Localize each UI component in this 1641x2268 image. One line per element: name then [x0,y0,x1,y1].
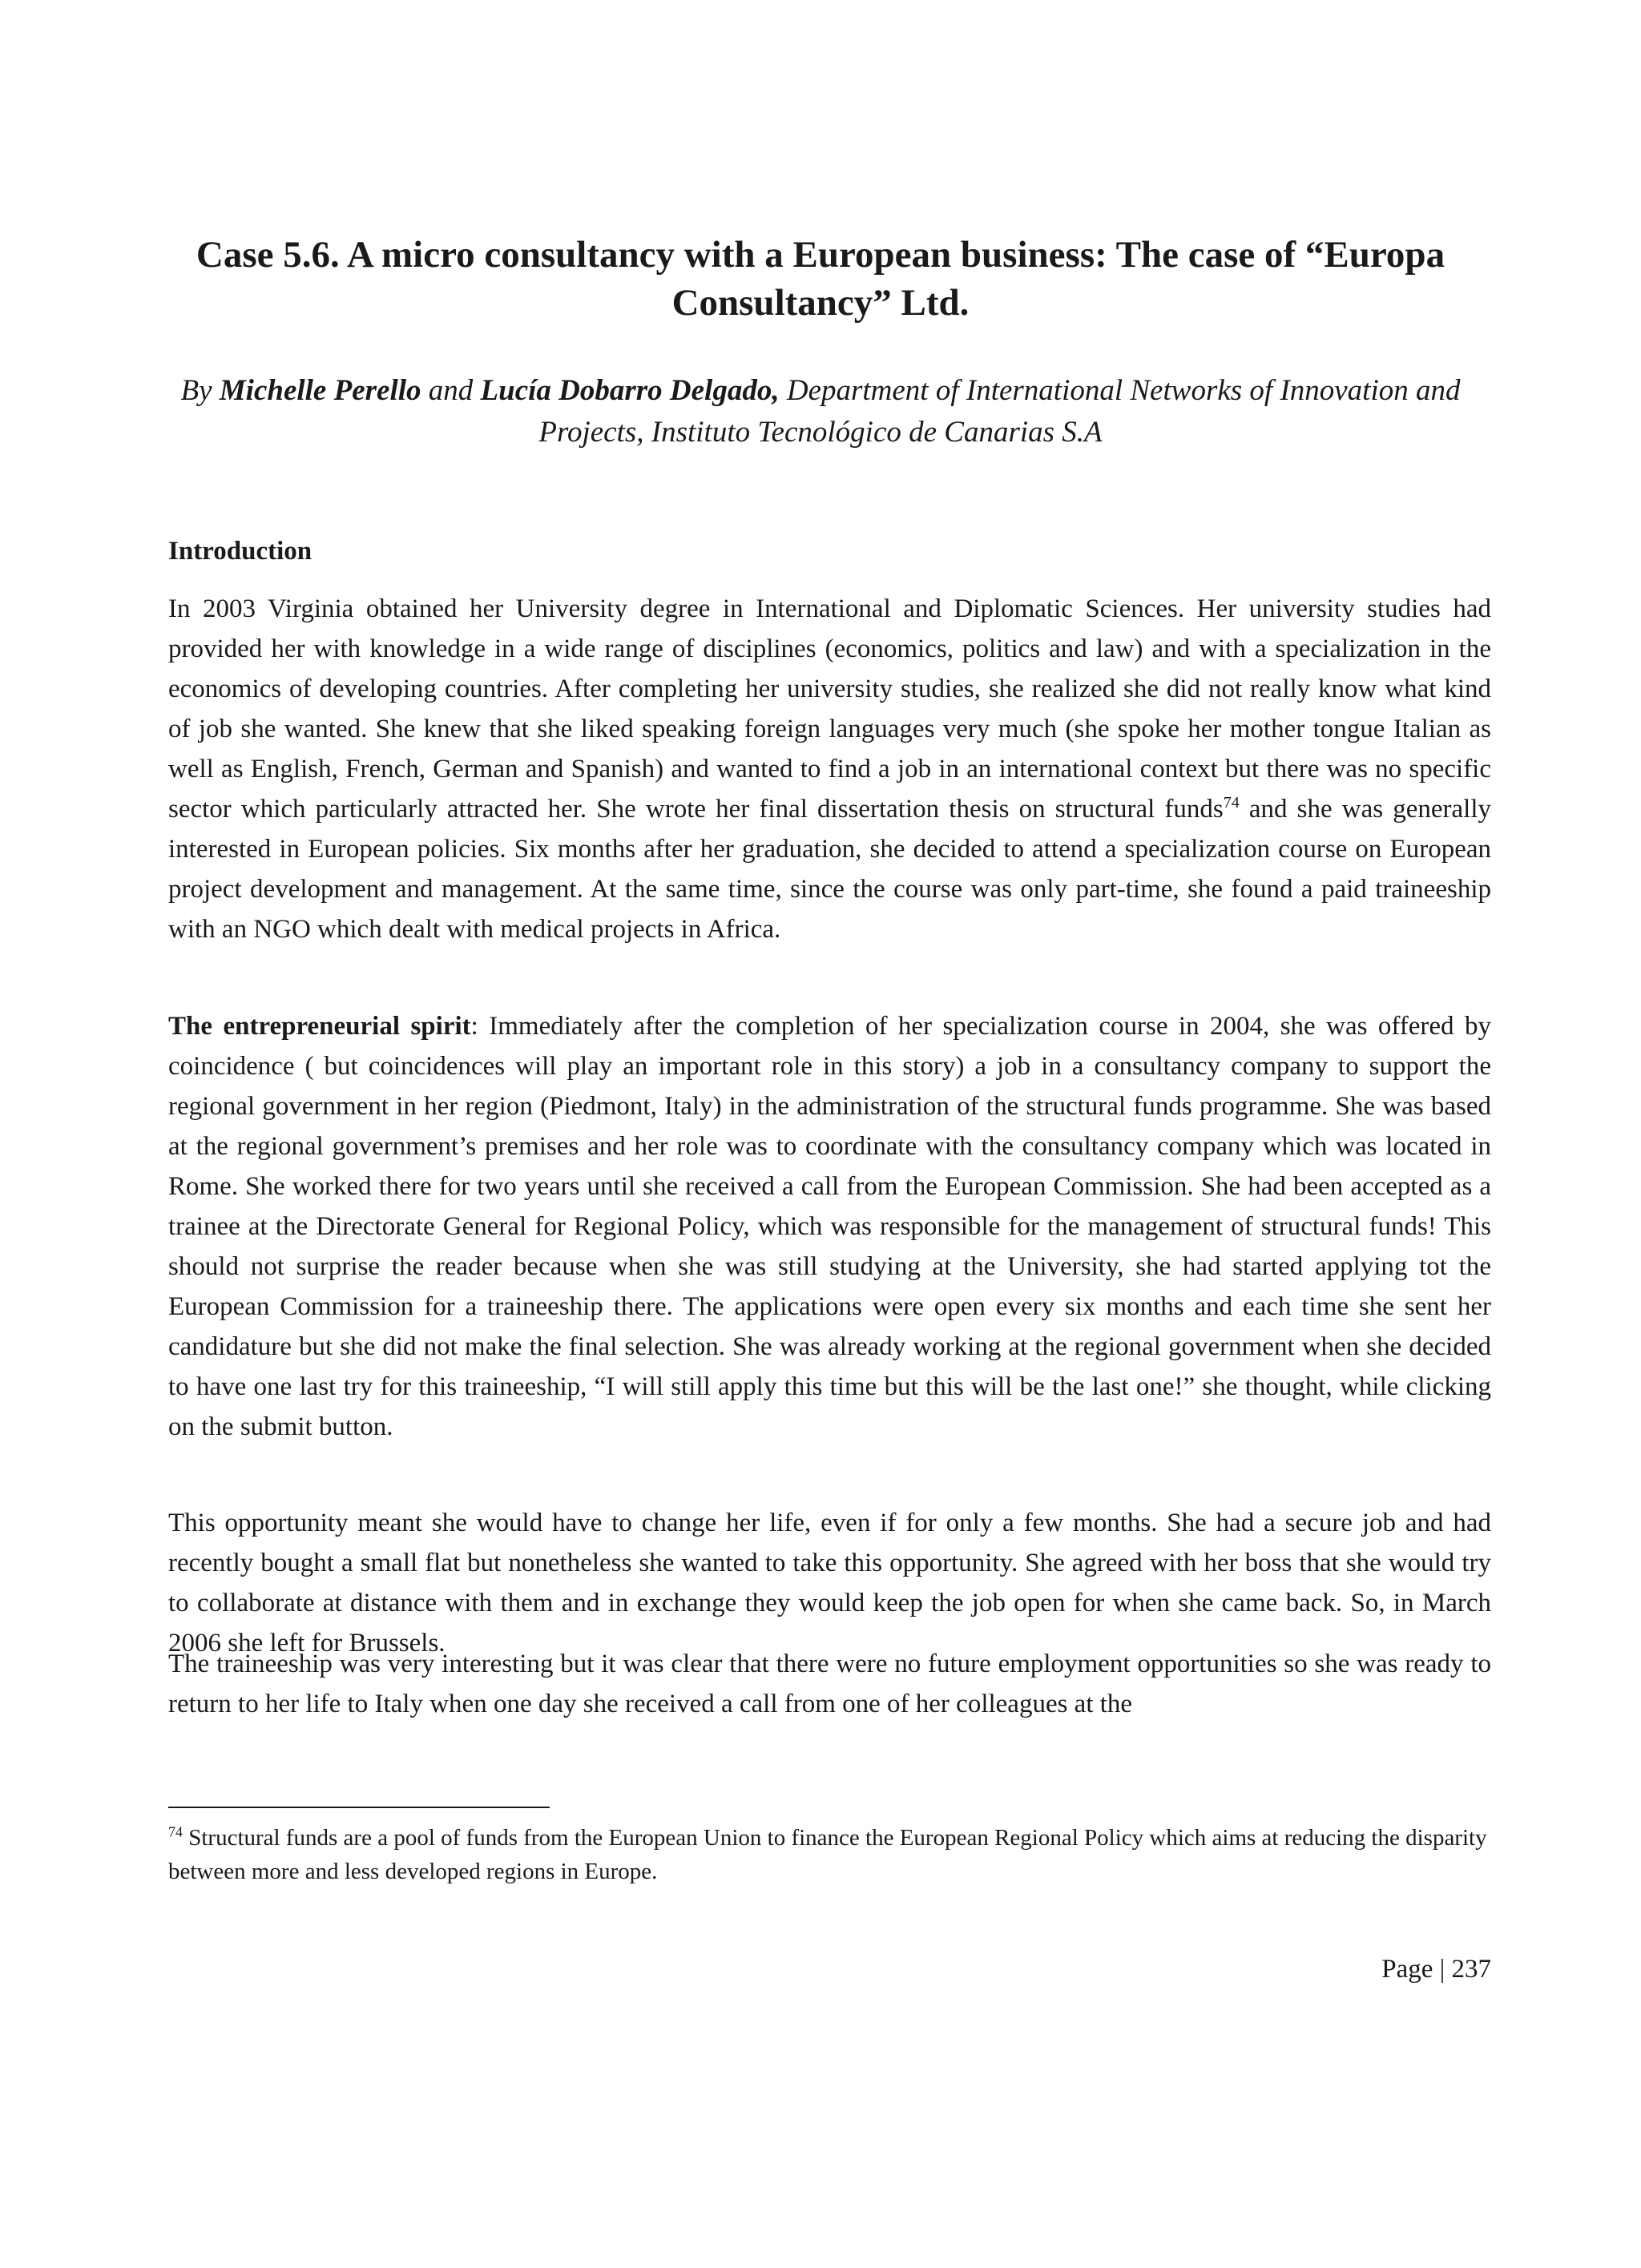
byline [164,370,1477,453]
footnote-text: Structural funds are a pool of funds from the European Union to finance the European Regional Policy which aims at reducing the disparity between more and less developed regions in Europe. [168,1825,1487,1884]
paragraph-1-text-b: and she was generally interested in European policies. Six months after her graduation, she decided to attend a specialization course on European project development and management. At the same time, since the course was only part-time, she found a paid traineeship with an NGO which dealt with medical projects in Africa. [168,795,1491,944]
footnote-reference: 74 [1223,794,1240,812]
section-heading-introduction: Introduction [168,537,312,566]
footnote-number: 74 [168,1823,183,1840]
paragraph-traineeship: The traineeship was very interesting but it was clear that there were no future employment opportunities so she was ready to return to her life to Italy when one day she received a call from one of her colleagues at the [168,1650,1491,1718]
page-number: Page | 237 [1381,1955,1491,1984]
byline-by: By [180,374,220,407]
paragraph-2-text: : Immediately after the completion of her specialization course in 2004, she was offered by coincidence ( but coincidences will play an important role in this story) a job in a consultancy company to support the regional government in her region (Piedmont, Italy) in the administration of the structural funds programme. She was based at the regional government’s premises and her role was to coordinate with the consultancy company which was located in Rome. She worked there for two years until she received a call from the European Commission. She had been accepted as a trainee at the Directorate General for Regional Policy, which was responsible for the management of structural funds! This should not surprise the reader because when she was still studying at the University, she had started applying tot the European Commission for a traineeship there. The applications were open every six months and each time she sent her candidature but she did not make the final selection. She was already working at the regional government when she decided to have one last try for this traineeship, “I will still apply this time but this will be the last one!” she thought, while clicking on the submit button. [168,1012,1491,1441]
byline-and: and [421,374,481,407]
paragraph-opportunity: This opportunity meant she would have to change her life, even if for only a few months. She had a secure job and had recently bought a small flat but nonetheless she wanted to take this opportunity. She agreed with her boss that she would try to collaborate at distance with them and in exchange they would keep the job open for when she came back. So, in March 2006 she left for Brussels. [168,1509,1491,1658]
paragraph-1-text-a: In 2003 Virginia obtained her University degree in International and Diplomatic Sciences. Her university studies had provided her with knowledge in a wide range of disciplines (economics, politics and law) and with a specialization in the economics of developing countries. After completing her university studies, she realized she did not really know what kind of job she wanted. She knew that she liked speaking foreign languages very much (she spoke her mother tongue Italian as well as English, French, German and Spanish) and wanted to find a job in an international context but there was no specific sector which particularly attracted her. She wrote her final dissertation thesis on structural funds [168,594,1491,824]
footnote-divider [168,1807,550,1808]
paragraph-introduction [168,589,1491,949]
footnote [168,1821,1491,1888]
case-title: Case 5.6. A micro consultancy with a European business: The case of “Europa Consultancy” Ltd. [196,234,1445,324]
paragraph-entrepreneurial-spirit [168,1006,1491,1447]
byline-affiliation: Department of International Networks of Innovation and Projects, Instituto Tecnológico de Canarias S.A [538,374,1461,449]
author-lucia-dobarro-delgado: Lucía Dobarro Delgado, [480,374,780,407]
paragraph-2-lead: The entrepreneurial spirit [168,1012,471,1041]
author-michelle-perello: Michelle Perello [219,374,421,407]
